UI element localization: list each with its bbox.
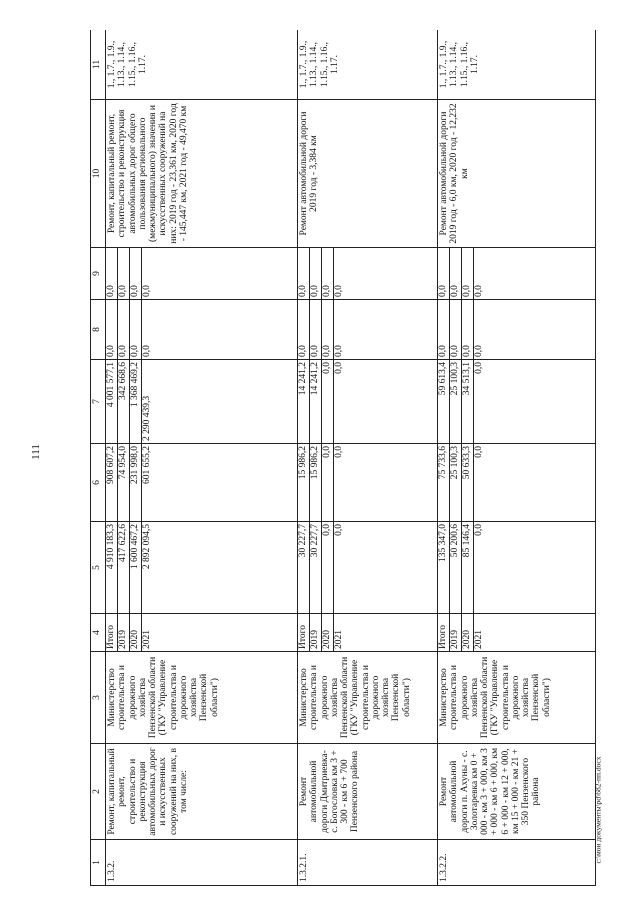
col8-cell xyxy=(438,300,596,360)
value: 15 986,2 xyxy=(310,444,322,521)
value: 0,0 xyxy=(474,524,484,536)
header-cell-9: 9 xyxy=(91,248,106,300)
value: 4 001 577,1 xyxy=(106,360,118,443)
value: 0,0 xyxy=(310,248,322,299)
value: 1 368 469,2 xyxy=(130,360,142,443)
header-cell-11: 11 xyxy=(91,30,106,100)
value: 0,0 xyxy=(474,345,484,357)
value: 0,0 xyxy=(450,248,462,299)
result-indicator: Ремонт автомобильной дороги 2019 год - 6,0 км, 2020 год - 12,232 км xyxy=(438,100,596,248)
value: 74 954,0 xyxy=(118,444,130,521)
header-cell-4: 4 xyxy=(91,614,106,652)
value: 50 200,6 xyxy=(450,522,462,613)
value: 0,0 xyxy=(322,300,334,359)
measure-name: Ремонт автомобильной дороги Дмитриевка-с. Богословка км 3 + 300 - км 6 + 700 Пензенского района xyxy=(298,744,438,840)
value: 231 998,0 xyxy=(130,444,142,521)
years-cell xyxy=(438,614,596,652)
col9-cell xyxy=(106,248,298,300)
value: 0,0 xyxy=(106,300,118,359)
value: 135 347,0 xyxy=(438,522,450,613)
value: 85 146,4 xyxy=(462,522,474,613)
value: 30 227,7 xyxy=(298,522,310,613)
related-indicators: 1., 1.7., 1.9., 1.13., 1.14., 1.15., 1.16., 1.17. xyxy=(106,30,298,100)
value: 75 733,6 xyxy=(438,444,450,521)
value: 0,0 xyxy=(334,345,344,357)
executor: Министерство строительства и дорожного хозяйства Пензенской области (ГКУ "Управление строительства и дорожного хозяйства Пензенской области") xyxy=(438,652,596,744)
result-indicator: Ремонт, капитальный ремонт, строительство и реконструкция автомобильных дорог общего пользования регионального (межмуниципального) значения и искусственных сооружений на них: 2019 год - 23,361 км, 2020 год - 145,447 км, 2021 год - 49,470 км xyxy=(106,100,298,248)
related-indicators: 1., 1.7., 1.9., 1.13., 1.14., 1.15., 1.16., 1.17. xyxy=(298,30,438,100)
year-label: Итого xyxy=(106,614,118,651)
year-label: 2020 xyxy=(322,614,334,651)
header-row xyxy=(91,30,106,886)
year-label: 2020 xyxy=(462,614,474,651)
header-cell-3: 3 xyxy=(91,652,106,744)
value: 0,0 xyxy=(322,360,334,443)
value: 1 600 467,2 xyxy=(130,522,142,613)
value: 0,0 xyxy=(462,248,474,299)
value: 0,0 xyxy=(142,345,152,357)
value: 0,0 xyxy=(438,300,450,359)
value: 25 100,3 xyxy=(450,444,462,521)
value: 50 633,3 xyxy=(462,444,474,521)
value: 601 655,2 xyxy=(142,446,152,484)
row-number: 1.3.2. xyxy=(106,840,298,886)
value: 25 100,3 xyxy=(450,360,462,443)
year-label: 2021 xyxy=(474,630,484,649)
col8-cell xyxy=(298,300,438,360)
value: 908 607,2 xyxy=(106,444,118,521)
measure-name: Ремонт, капитальный ремонт, строительство и реконструкция автомобильных дорог и искусственных сооружений на них, в том числе: xyxy=(106,744,298,840)
value: 0,0 xyxy=(474,362,484,374)
result-indicator: Ремонт автомобильной дороги 2019 год - 3,384 км xyxy=(298,100,438,248)
value: 0,0 xyxy=(298,300,310,359)
header-cell-7: 7 xyxy=(91,360,106,444)
value: 0,0 xyxy=(106,248,118,299)
header-cell-8: 8 xyxy=(91,300,106,360)
value: 0,0 xyxy=(334,446,344,458)
col5-cell xyxy=(106,522,298,614)
value: 0,0 xyxy=(130,300,142,359)
year-label: 2019 xyxy=(118,614,130,651)
col9-cell xyxy=(438,248,596,300)
years-cell xyxy=(106,614,298,652)
value: 0,0 xyxy=(130,248,142,299)
year-label: 2021 xyxy=(334,630,344,649)
table-viewport xyxy=(90,30,610,886)
year-label: 2021 xyxy=(142,630,152,649)
col6-cell xyxy=(106,444,298,522)
row-number: 1.3.2.1. xyxy=(298,840,438,886)
col9-cell xyxy=(298,248,438,300)
value: 30 227,7 xyxy=(310,522,322,613)
value: 0,0 xyxy=(310,300,322,359)
table-row xyxy=(298,30,438,886)
col7-cell xyxy=(106,360,298,444)
header-cell-10: 10 xyxy=(91,100,106,248)
year-label: 2020 xyxy=(130,614,142,651)
value: 0,0 xyxy=(322,522,334,613)
value: 0,0 xyxy=(322,248,334,299)
value: 4 910 183,3 xyxy=(106,522,118,613)
value: 2 290 439,3 xyxy=(142,395,152,441)
year-label: Итого xyxy=(298,614,310,651)
value: 0,0 xyxy=(118,248,130,299)
value: 0,0 xyxy=(334,362,344,374)
value: 0,0 xyxy=(142,285,152,297)
year-label: Итого xyxy=(438,614,450,651)
related-indicators: 1., 1.7., 1.9., 1.13., 1.14., 1.15., 1.16., 1.17. xyxy=(438,30,596,100)
measure-name: Ремонт автомобильной дороги п. Ахуны - с. Золотаревка км 0 + 000 - км 3 + 000, км 3 + 000 - км 6 + 000, км 6 + 000 - км 12 + 000, км 15 + 000 - км 21 + 350 Пензенского района xyxy=(438,744,596,840)
year-label: 2019 xyxy=(450,614,462,651)
value: 59 613,4 xyxy=(438,360,450,443)
value: 34 513,1 xyxy=(462,360,474,443)
value: 0,0 xyxy=(298,248,310,299)
col7-cell xyxy=(298,360,438,444)
col5-cell xyxy=(298,522,438,614)
executor: Министерство строительства и дорожного хозяйства Пензенской области (ГКУ "Управление строительства и дорожного хозяйства Пензенской области") xyxy=(106,652,298,744)
header-cell-1: 1 xyxy=(91,840,106,886)
value: 0,0 xyxy=(462,300,474,359)
value: 0,0 xyxy=(450,300,462,359)
row-number: 1.3.2.2. xyxy=(438,840,596,886)
col7-cell xyxy=(438,360,596,444)
table-row xyxy=(438,30,596,886)
footer-file-path: c:\мои документы\pd\682-пп.docx xyxy=(593,756,603,864)
value: 0,0 xyxy=(334,524,344,536)
value: 0,0 xyxy=(438,248,450,299)
value: 14 241,2 xyxy=(310,360,322,443)
rotated-table-container xyxy=(90,30,610,886)
col5-cell xyxy=(438,522,596,614)
value: 417 622,6 xyxy=(118,522,130,613)
years-cell xyxy=(298,614,438,652)
value: 0,0 xyxy=(474,285,484,297)
col6-cell xyxy=(438,444,596,522)
col8-cell xyxy=(106,300,298,360)
value: 0,0 xyxy=(322,444,334,521)
value: 0,0 xyxy=(118,300,130,359)
col6-cell xyxy=(298,444,438,522)
program-table xyxy=(90,30,596,886)
value: 0,0 xyxy=(474,446,484,458)
header-cell-2: 2 xyxy=(91,744,106,840)
value: 342 668,6 xyxy=(118,360,130,443)
header-cell-5: 5 xyxy=(91,522,106,614)
page-number: 111 xyxy=(30,444,42,460)
executor: Министерство строительства и дорожного хозяйства Пензенской области (ГКУ "Управление строительства и дорожного хозяйства Пензенской области") xyxy=(298,652,438,744)
value: 2 892 094,5 xyxy=(142,524,152,570)
value: 15 986,2 xyxy=(298,444,310,521)
table-row xyxy=(106,30,298,886)
value: 0,0 xyxy=(334,285,344,297)
year-label: 2019 xyxy=(310,614,322,651)
header-cell-6: 6 xyxy=(91,444,106,522)
value: 14 241,2 xyxy=(298,360,310,443)
